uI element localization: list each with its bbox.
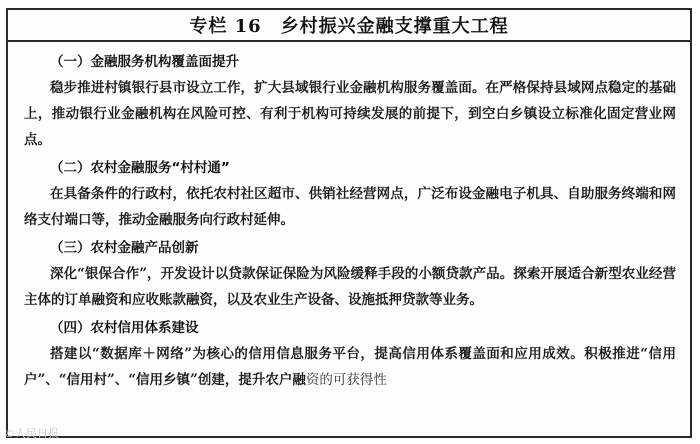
section-body-4-main: 搭建以“数据库＋网络”为核心的信用信息服务平台，提高信用体系覆盖面和应用成效。积极推进“信用户”、“信用村”、“信用乡镇”创建，提升农户融 (24, 346, 676, 388)
section-body-4-tail: 资的可获得性 (305, 372, 387, 388)
title-bar (8, 10, 690, 42)
section-heading-4: （四）农村信用体系建设 (50, 320, 199, 336)
section-heading-1: （一）金融服务机构覆盖面提升 (50, 54, 239, 70)
box-content (8, 42, 690, 393)
section-body-1: 稳步推进村镇银行县市设立工作，扩大县域银行业金融机构服务覆盖面。在严格保持县域网点稳定的基础上，推动银行业金融机构在风险可控、有利于机构可持续发展的前提下，到空白乡镇设立标准化固定营业网点。 (24, 80, 676, 148)
section-heading-2: （二）农村金融服务“村村通” (50, 160, 230, 176)
section-body-2: 在具备条件的行政村，依托农村社区超市、供销社经营网点，广泛布设金融电子机具、自助服务终端和网络支付端口等，推动金融服务向行政村延伸。 (24, 186, 676, 228)
box-title: 专栏 16 乡村振兴金融支撑重大工程 (189, 16, 509, 37)
section-body-4 (24, 341, 676, 393)
watermark: ©人民日报 (4, 427, 59, 440)
section-heading-3: （三）农村金融产品创新 (50, 240, 199, 256)
section-body-3: 深化“银保合作”，开发设计以贷款保证保险为风险缓释手段的小额贷款产品。探索开展适合新型农业经营主体的订单融资和应收账款融资，以及农业生产设备、设施抵押贷款等业务。 (24, 266, 676, 308)
feature-box (6, 8, 692, 438)
